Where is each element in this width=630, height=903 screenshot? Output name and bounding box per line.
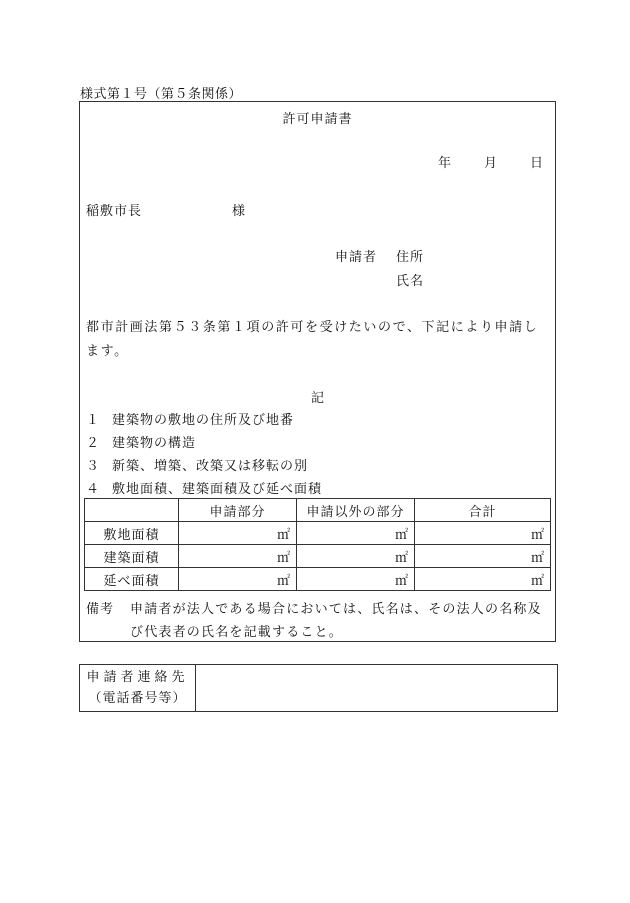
applicant-address-label: 住所	[396, 250, 425, 265]
list-item	[86, 432, 196, 451]
contact-label-line2: （電話番号等）	[88, 691, 187, 706]
list-item	[86, 478, 322, 497]
list-item	[86, 409, 294, 428]
item-number: ３	[86, 459, 101, 474]
cell-other[interactable]: ㎡	[297, 568, 415, 591]
form-title: 許可申請書	[282, 112, 353, 127]
honorific: 様	[232, 204, 246, 219]
date-day-label: 日	[530, 156, 544, 171]
item-text: 建築物の敷地の住所及び地番	[112, 413, 295, 428]
item-number: １	[86, 413, 101, 428]
item-text: 新築、増築、改築又は移転の別	[112, 459, 309, 474]
item-number: ２	[86, 436, 101, 451]
cell-applied[interactable]: ㎡	[179, 522, 297, 545]
row-label-total-floor-area: 延べ面積	[85, 568, 179, 591]
cell-other[interactable]: ㎡	[297, 545, 415, 568]
table-header-blank	[85, 499, 179, 522]
table-row	[85, 568, 551, 591]
date-month-label: 月	[484, 156, 498, 171]
contact-label	[80, 665, 196, 711]
cell-applied[interactable]: ㎡	[179, 568, 297, 591]
cell-total[interactable]: ㎡	[415, 568, 551, 591]
applicant-name-label: 氏名	[396, 274, 425, 289]
item-text: 建築物の構造	[112, 436, 197, 451]
table-row	[85, 545, 551, 568]
application-form	[79, 101, 556, 642]
cell-other[interactable]: ㎡	[297, 522, 415, 545]
ki-heading: 記	[310, 391, 324, 406]
table-header-total: 合計	[415, 499, 551, 522]
row-label-site-area: 敷地面積	[85, 522, 179, 545]
table-header-other: 申請以外の部分	[297, 499, 415, 522]
date-year-label: 年	[438, 156, 452, 171]
list-item	[86, 455, 308, 474]
item-text: 敷地面積、建築面積及び延べ面積	[112, 482, 323, 497]
cell-total[interactable]: ㎡	[415, 545, 551, 568]
applicant-label: 申請者	[335, 250, 378, 265]
form-number: 様式第１号（第５条関係）	[80, 87, 243, 102]
table-row	[85, 522, 551, 545]
note-text: 申請者が法人である場合においては、氏名は、その法人の名称及び代表者の氏名を記載すること。	[130, 602, 542, 640]
cell-total[interactable]: ㎡	[415, 522, 551, 545]
row-label-building-area: 建築面積	[85, 545, 179, 568]
item-number: ４	[86, 482, 101, 497]
note-label: 備考	[86, 602, 115, 617]
contact-label-line1: 申請者連絡先	[86, 670, 189, 685]
addressee: 稲敷市長	[86, 204, 143, 219]
application-statement: 都市計画法第５３条第１項の許可を受けたいので、下記により申請します。	[86, 320, 539, 359]
area-table	[84, 498, 551, 591]
contact-box	[79, 664, 558, 712]
table-header-applied: 申請部分	[179, 499, 297, 522]
table-header-row	[85, 499, 551, 522]
cell-applied[interactable]: ㎡	[179, 545, 297, 568]
